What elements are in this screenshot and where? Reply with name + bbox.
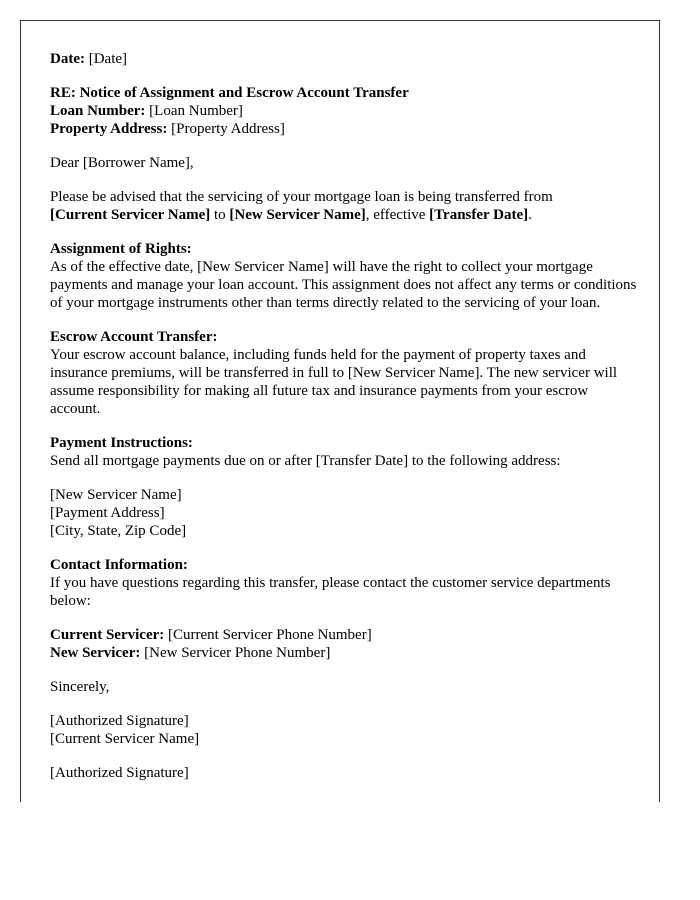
escrow-heading: Escrow Account Transfer: <box>50 329 218 345</box>
new-servicer-phone: [New Servicer Phone Number] <box>144 645 331 661</box>
assignment-section <box>50 240 640 312</box>
payment-address <box>50 486 640 540</box>
letter-page <box>20 20 660 802</box>
signer-name-1: [Current Servicer Name] <box>50 731 200 747</box>
address-line-1: [New Servicer Name] <box>50 487 182 503</box>
loan-number-label: Loan Number: <box>50 103 146 119</box>
intro-transfer-date: [Transfer Date] <box>429 207 529 223</box>
letter-body <box>50 50 640 782</box>
intro-effective: , effective <box>365 207 430 223</box>
new-servicer-label: New Servicer: <box>50 645 141 661</box>
authorized-signature-2: [Authorized Signature] <box>50 765 189 781</box>
assignment-heading: Assignment of Rights: <box>50 241 192 257</box>
re-line: RE: Notice of Assignment and Escrow Account Transfer <box>50 85 409 101</box>
date-line <box>50 50 640 68</box>
payment-heading: Payment Instructions: <box>50 435 193 451</box>
signature-block-2 <box>50 764 640 782</box>
intro-paragraph <box>50 188 640 224</box>
property-address-value: [Property Address] <box>171 121 285 137</box>
escrow-section <box>50 328 640 418</box>
escrow-body: Your escrow account balance, including funds held for the payment of property taxes and insurance premiums, will be transferred in full to [New Servicer Name]. The new servicer will assume responsibility for making all future tax and insurance payments from your escrow account. <box>50 347 618 417</box>
current-servicer-label: Current Servicer: <box>50 627 165 643</box>
intro-new-servicer: [New Servicer Name] <box>229 207 366 223</box>
assignment-body: As of the effective date, [New Servicer Name] will have the right to collect your mortgage payments and manage your loan account. This assignment does not affect any terms or conditions of your mortgage instruments other than terms directly related to the servicing of your loan. <box>50 259 637 311</box>
salutation: Dear [Borrower Name], <box>50 155 194 171</box>
loan-number-value: [Loan Number] <box>149 103 243 119</box>
contact-heading: Contact Information: <box>50 557 188 573</box>
payment-section <box>50 434 640 470</box>
address-line-3: [City, State, Zip Code] <box>50 523 187 539</box>
date-label: Date: <box>50 51 85 67</box>
reference-block <box>50 84 640 138</box>
address-line-2: [Payment Address] <box>50 505 165 521</box>
authorized-signature-1: [Authorized Signature] <box>50 713 189 729</box>
payment-body: Send all mortgage payments due on or after [Transfer Date] to the following address: <box>50 453 561 469</box>
contact-body: If you have questions regarding this transfer, please contact the customer service departments below: <box>50 575 611 609</box>
closing: Sincerely, <box>50 679 110 695</box>
intro-current-servicer: [Current Servicer Name] <box>50 207 211 223</box>
intro-to: to <box>210 207 230 223</box>
current-servicer-phone: [Current Servicer Phone Number] <box>168 627 372 643</box>
intro-text: Please be advised that the servicing of your mortgage loan is being transferred from <box>50 189 553 205</box>
contact-numbers <box>50 626 640 662</box>
intro-end: . <box>528 207 532 223</box>
signature-block-1 <box>50 712 640 748</box>
date-value: [Date] <box>88 51 128 67</box>
contact-section <box>50 556 640 610</box>
property-address-label: Property Address: <box>50 121 168 137</box>
